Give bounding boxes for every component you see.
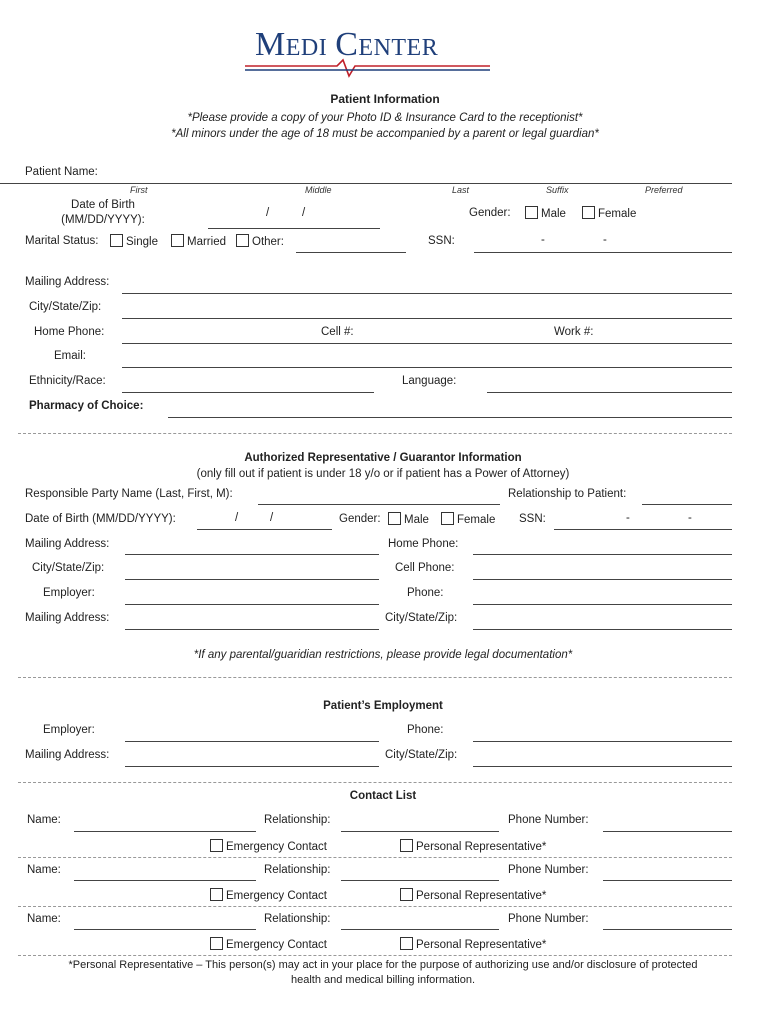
contact-list-title: Contact List <box>349 790 417 802</box>
personal-rep-option[interactable] <box>400 937 546 951</box>
home-phone-label: Home Phone: <box>34 326 105 338</box>
cell-label: Cell #: <box>321 326 354 338</box>
guarantor-ssn-field[interactable] <box>554 529 732 530</box>
emergency-label: Emergency Contact <box>226 841 327 853</box>
contact-relationship-field[interactable] <box>341 880 499 881</box>
language-field[interactable] <box>487 392 732 393</box>
dob-slash: / <box>266 207 270 219</box>
gender-male-option[interactable] <box>525 206 566 220</box>
female-label: Female <box>598 208 637 220</box>
guarantor-employer-city-label: City/State/Zip: <box>385 612 458 624</box>
dob-slash: / <box>302 207 306 219</box>
dob-slash: / <box>235 512 239 524</box>
male-label: Male <box>404 514 429 526</box>
city-state-zip-label: City/State/Zip: <box>29 301 102 313</box>
guarantor-phone-field[interactable] <box>473 604 732 605</box>
marital-other-field[interactable] <box>296 252 406 253</box>
logo-letter: C <box>335 26 359 63</box>
relationship-to-patient-label: Relationship to Patient: <box>508 488 627 500</box>
sub-middle: Middle <box>305 185 332 195</box>
other-checkbox[interactable] <box>236 234 249 247</box>
patient-name-field[interactable] <box>0 183 732 184</box>
guarantor-city-label: City/State/Zip: <box>32 562 105 574</box>
dob-format-label: (MM/DD/YYYY): <box>61 214 145 226</box>
dob-label: Date of Birth <box>71 199 135 211</box>
guarantor-title: Authorized Representative / Guarantor Information <box>244 452 522 464</box>
married-label: Married <box>187 236 226 248</box>
guarantor-city-field[interactable] <box>125 579 379 580</box>
relationship-to-patient-field[interactable] <box>642 504 732 505</box>
other-label: Other: <box>252 236 284 248</box>
logo-letters: EDI <box>285 35 328 61</box>
responsible-party-label: Responsible Party Name (Last, First, M): <box>25 488 233 500</box>
restrictions-note: *If any parental/guaridian restrictions, please provide legal documentation* <box>193 649 573 661</box>
guarantor-cell-field[interactable] <box>473 579 732 580</box>
guarantor-ssn-label: SSN: <box>519 513 546 525</box>
email-field[interactable] <box>122 367 732 368</box>
contact-name-field[interactable] <box>74 831 256 832</box>
married-checkbox[interactable] <box>171 234 184 247</box>
mailing-address-label: Mailing Address: <box>25 276 110 288</box>
female-label: Female <box>457 514 496 526</box>
sub-preferred: Preferred <box>645 185 683 195</box>
guarantor-home-phone-label: Home Phone: <box>388 538 459 550</box>
patient-name-label: Patient Name: <box>25 166 98 178</box>
pharmacy-field[interactable] <box>168 417 732 418</box>
ethnicity-label: Ethnicity/Race: <box>29 375 106 387</box>
personal-rep-checkbox[interactable] <box>400 888 413 901</box>
mailing-address-field[interactable] <box>122 293 732 294</box>
personal-rep-label: Personal Representative* <box>416 939 547 951</box>
guarantor-phone-label: Phone: <box>407 587 444 599</box>
contact-relationship-field[interactable] <box>341 929 499 930</box>
employment-mailing-label: Mailing Address: <box>25 749 110 761</box>
ssn-dash: - <box>541 234 545 246</box>
guarantor-cell-label: Cell Phone: <box>395 562 455 574</box>
contact-relationship-field[interactable] <box>341 831 499 832</box>
divider <box>18 857 732 858</box>
minors-note: *All minors under the age of 18 must be accompanied by a parent or legal guardian* <box>171 128 599 140</box>
employment-city-label: City/State/Zip: <box>385 749 458 761</box>
contact-name-label: Name: <box>27 814 61 826</box>
page-title: Patient Information <box>330 92 440 106</box>
ethnicity-field[interactable] <box>122 392 374 393</box>
employment-employer-label: Employer: <box>43 724 95 736</box>
personal-rep-label: Personal Representative* <box>416 890 547 902</box>
male-checkbox[interactable] <box>525 206 538 219</box>
contact-phone-label: Phone Number: <box>508 913 589 925</box>
guarantor-gender-label: Gender: <box>339 513 381 525</box>
female-checkbox[interactable] <box>441 512 454 525</box>
logo-pulse-icon <box>245 58 490 80</box>
guarantor-female-option[interactable] <box>441 512 495 526</box>
guarantor-employer-mailing-label: Mailing Address: <box>25 612 110 624</box>
personal-rep-label: Personal Representative* <box>416 841 547 853</box>
marital-status-label: Marital Status: <box>25 235 99 247</box>
contact-name-field[interactable] <box>74 880 256 881</box>
emergency-contact-option[interactable] <box>210 888 327 902</box>
guarantor-dob-label: Date of Birth (MM/DD/YYYY): <box>25 513 176 525</box>
contact-phone-field[interactable] <box>603 880 732 881</box>
dob-field[interactable] <box>208 228 380 229</box>
employment-phone-field[interactable] <box>473 741 732 742</box>
ssn-label: SSN: <box>428 235 455 247</box>
footer-note-line2: health and medical billing information. <box>290 974 476 986</box>
ssn-dash: - <box>626 512 630 524</box>
responsible-party-field[interactable] <box>258 504 500 505</box>
male-checkbox[interactable] <box>388 512 401 525</box>
sub-last: Last <box>452 185 470 195</box>
ssn-field[interactable] <box>474 252 732 253</box>
sub-first: First <box>130 185 148 195</box>
email-label: Email: <box>54 350 86 362</box>
divider <box>18 677 732 678</box>
guarantor-mailing-field[interactable] <box>125 554 379 555</box>
marital-married-option[interactable] <box>171 234 226 248</box>
footer-note-line1: *Personal Representative – This person(s) may act in your place for the purpose of authorizing use and/or disclosure of protected <box>68 959 698 971</box>
logo <box>245 22 490 80</box>
personal-rep-option[interactable] <box>400 888 546 902</box>
ssn-dash: - <box>688 512 692 524</box>
id-note: *Please provide a copy of your Photo ID & Insurance Card to the receptionist* <box>187 112 583 124</box>
employment-phone-label: Phone: <box>407 724 444 736</box>
guarantor-mailing-label: Mailing Address: <box>25 538 110 550</box>
guarantor-employer-city-field[interactable] <box>473 629 732 630</box>
employment-city-field[interactable] <box>473 766 732 767</box>
pharmacy-label: Pharmacy of Choice: <box>29 400 144 412</box>
contact-phone-field[interactable] <box>603 929 732 930</box>
divider <box>18 955 732 956</box>
marital-single-option[interactable] <box>110 234 158 248</box>
personal-rep-checkbox[interactable] <box>400 839 413 852</box>
guarantor-subtitle: (only fill out if patient is under 18 y/o or if patient has a Power of Attorney) <box>196 468 570 480</box>
personal-rep-option[interactable] <box>400 839 546 853</box>
emergency-contact-option[interactable] <box>210 839 327 853</box>
single-checkbox[interactable] <box>110 234 123 247</box>
contact-phone-field[interactable] <box>603 831 732 832</box>
contact-phone-label: Phone Number: <box>508 814 589 826</box>
male-label: Male <box>541 208 566 220</box>
employment-employer-field[interactable] <box>125 741 379 742</box>
logo-letter: M <box>255 26 286 63</box>
contact-name-field[interactable] <box>74 929 256 930</box>
contact-relationship-label: Relationship: <box>264 913 331 925</box>
employment-title: Patient’s Employment <box>323 700 443 712</box>
divider <box>18 782 732 783</box>
phones-field[interactable] <box>122 343 732 344</box>
guarantor-home-phone-field[interactable] <box>473 554 732 555</box>
contact-relationship-label: Relationship: <box>264 864 331 876</box>
guarantor-employer-field[interactable] <box>125 604 379 605</box>
contact-name-label: Name: <box>27 913 61 925</box>
female-checkbox[interactable] <box>582 206 595 219</box>
contact-name-label: Name: <box>27 864 61 876</box>
divider <box>18 906 732 907</box>
marital-other-option[interactable] <box>236 234 284 248</box>
dob-slash: / <box>270 512 274 524</box>
work-label: Work #: <box>554 326 594 338</box>
guarantor-male-option[interactable] <box>388 512 429 526</box>
guarantor-employer-label: Employer: <box>43 587 95 599</box>
emergency-checkbox[interactable] <box>210 888 223 901</box>
single-label: Single <box>126 236 158 248</box>
emergency-checkbox[interactable] <box>210 839 223 852</box>
divider <box>18 433 732 434</box>
guarantor-dob-field[interactable] <box>197 529 332 530</box>
logo-letters: ENTER <box>358 35 439 61</box>
gender-female-option[interactable] <box>582 206 636 220</box>
emergency-label: Emergency Contact <box>226 939 327 951</box>
guarantor-employer-mailing-field[interactable] <box>125 629 379 630</box>
language-label: Language: <box>402 375 457 387</box>
sub-suffix: Suffix <box>546 185 569 195</box>
contact-relationship-label: Relationship: <box>264 814 331 826</box>
employment-mailing-field[interactable] <box>125 766 379 767</box>
personal-rep-checkbox[interactable] <box>400 937 413 950</box>
emergency-checkbox[interactable] <box>210 937 223 950</box>
contact-phone-label: Phone Number: <box>508 864 589 876</box>
ssn-dash: - <box>603 234 607 246</box>
emergency-label: Emergency Contact <box>226 890 327 902</box>
city-state-zip-field[interactable] <box>122 318 732 319</box>
emergency-contact-option[interactable] <box>210 937 327 951</box>
gender-label: Gender: <box>469 207 511 219</box>
